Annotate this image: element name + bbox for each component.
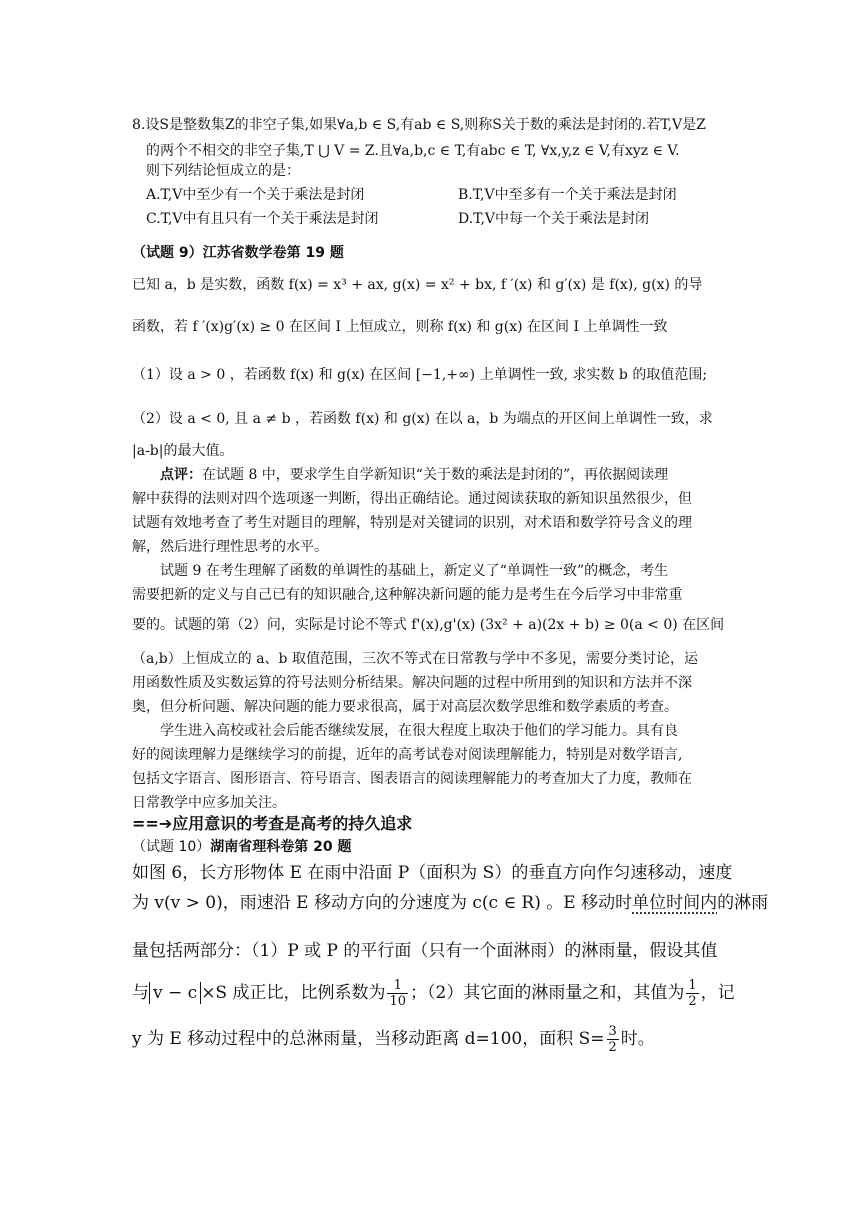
comment-p2-line-3: 要的。试题的第（2）问，实际是讨论不等式 f'(x),g'(x) (3x² + a)(2x + b) ≥ 0(a < 0) 在区间 — [132, 617, 725, 633]
fraction-1-10: $\frac{1}{10}$ — [389, 977, 407, 1009]
fraction-3-2: $\frac{3}{2}$ — [608, 1023, 617, 1055]
q10-heading: （试题 10）湖南省理科卷第 20 题 — [132, 839, 352, 855]
q9-part-1: （1）设 a > 0 ，若函数 f(x) 和 g(x) 在区间 [−1,+∞) 上单调性一致, 求实数 b 的取值范围; — [132, 367, 708, 383]
arrow-icon: ==➔ — [132, 814, 173, 833]
q10-line-1: 如图 6，长方形物体 E 在雨中沿面 P（面积为 S）的垂直方向作匀速移动，速度 — [132, 863, 733, 883]
q10-line-4: 与 v − c ×S 成正比，比例系数为 $\frac{1}{10}$ ；（2）其它面的淋雨量之和，其值为 $\frac{1}{2}$ ，记 — [132, 977, 735, 1009]
q8-option-d: D.T,V中每一个关于乘法是封闭 — [458, 211, 650, 227]
comment-p2-line-5: 用函数性质及实数运算的符号法则分析结果。解决问题的过程中所用到的知识和方法并不深 — [132, 675, 692, 691]
comment-p1-line-4: 解，然后进行理性思考的水平。 — [132, 539, 328, 555]
comment-p3-line-4: 日常教学中应多加关注。 — [132, 795, 286, 811]
comment-label: 点评： — [160, 467, 202, 483]
q9-heading: （试题 9）江苏省数学卷第 19 题 — [132, 245, 344, 261]
comment-p1-line-3: 试题有效地考查了考生对题目的理解，特别是对关键词的识别，对术语和数学符号含义的理 — [132, 515, 692, 531]
comment-p1-line-1: 点评：在试题 8 中，要求学生自学新知识“关于数的乘法是封闭的”，再依据阅读理 — [160, 467, 669, 483]
comment-p1-line-2: 解中获得的法则对四个选项逐一判断，得出正确结论。通过阅读获取的新知识虽然很少，但 — [132, 491, 692, 507]
fraction-1-2: $\frac{1}{2}$ — [688, 977, 697, 1009]
q9-line-5: |a-b|的最大值。 — [132, 443, 234, 459]
q8-option-b: B.T,V中至多有一个关于乘法是封闭 — [458, 187, 677, 203]
q8-line-3: 则下列结论恒成立的是： — [146, 163, 300, 179]
abs-v-minus-c: v − c — [149, 982, 201, 1004]
q10-line-5: y 为 E 移动过程中的总淋雨量，当移动距离 d=100，面积 S= $\frac{3}{2}$ 时。 — [132, 1023, 655, 1055]
comment-p2-line-2: 需要把新的定义与自己已有的知识融合,这种解决新问题的能力是考生在今后学习中非常重 — [132, 587, 683, 603]
comment-p2-line-1: 试题 9 在考生理解了函数的单调性的基础上，新定义了“单调性一致”的概念，考生 — [160, 563, 669, 579]
q10-line-2: 为 v(v > 0)，雨速沿 E 移动方向的分速度为 c(c ∈ R) 。E 移动时单位时间内的淋雨 — [132, 893, 769, 913]
q9-line-2: 函数，若 f ′(x)g′(x) ≥ 0 在区间 I 上恒成立，则称 f(x) 和 g(x) 在区间 I 上单调性一致 — [132, 319, 668, 335]
q9-line-1: 已知 a，b 是实数，函数 f(x) = x³ + ax, g(x) = x² + bx, f ′(x) 和 g′(x) 是 f(x), g(x) 的导 — [132, 277, 703, 293]
q8-line-2: 的两个不相交的非空子集,T ⋃ V = Z.且∀a,b,c ∈ T,有abc ∈ T, ∀x,y,z ∈ V,有xyz ∈ V. — [146, 143, 680, 159]
comment-p2-line-6: 奥，但分析问题、解决问题的能力要求很高，属于对高层次数学思维和数学素质的考查。 — [132, 699, 678, 715]
emphasis-unit-time: 单位时间内 — [632, 893, 718, 913]
section-heading — [132, 814, 412, 834]
q9-part-2: （2）设 a < 0, 且 a ≠ b ，若函数 f(x) 和 g(x) 在以 a，b 为端点的开区间上单调性一致，求 — [132, 411, 713, 427]
section-title: 应用意识的考查是高考的持久追求 — [172, 814, 413, 833]
comment-p3-line-3: 包括文字语言、图形语言、符号语言、图表语言的阅读理解能力的考查加大了力度，教师在 — [132, 771, 692, 787]
q10-line-3: 量包括两部分：（1）P 或 P 的平行面（只有一个面淋雨）的淋雨量，假设其值 — [132, 941, 718, 961]
q8-line-1: 8.设S是整数集Z的非空子集,如果∀a,b ∈ S,有ab ∈ S,则称S关于数的乘法是封闭的.若T,V是Z — [132, 117, 706, 133]
comment-p3-line-2: 好的阅读理解力是继续学习的前提，近年的高考试卷对阅读理解能力，特别是对数学语言, — [132, 747, 683, 763]
q8-option-a: A.T,V中至少有一个关于乘法是封闭 — [146, 187, 365, 203]
q8-option-c: C.T,V中有且只有一个关于乘法是封闭 — [146, 211, 379, 227]
comment-p3-line-1: 学生进入高校或社会后能否继续发展，在很大程度上取决于他们的学习能力。具有良 — [160, 723, 678, 739]
comment-p2-line-4: （a,b）上恒成立的 a、b 取值范围，三次不等式在日常教与学中不多见，需要分类讨论，运 — [132, 651, 698, 667]
